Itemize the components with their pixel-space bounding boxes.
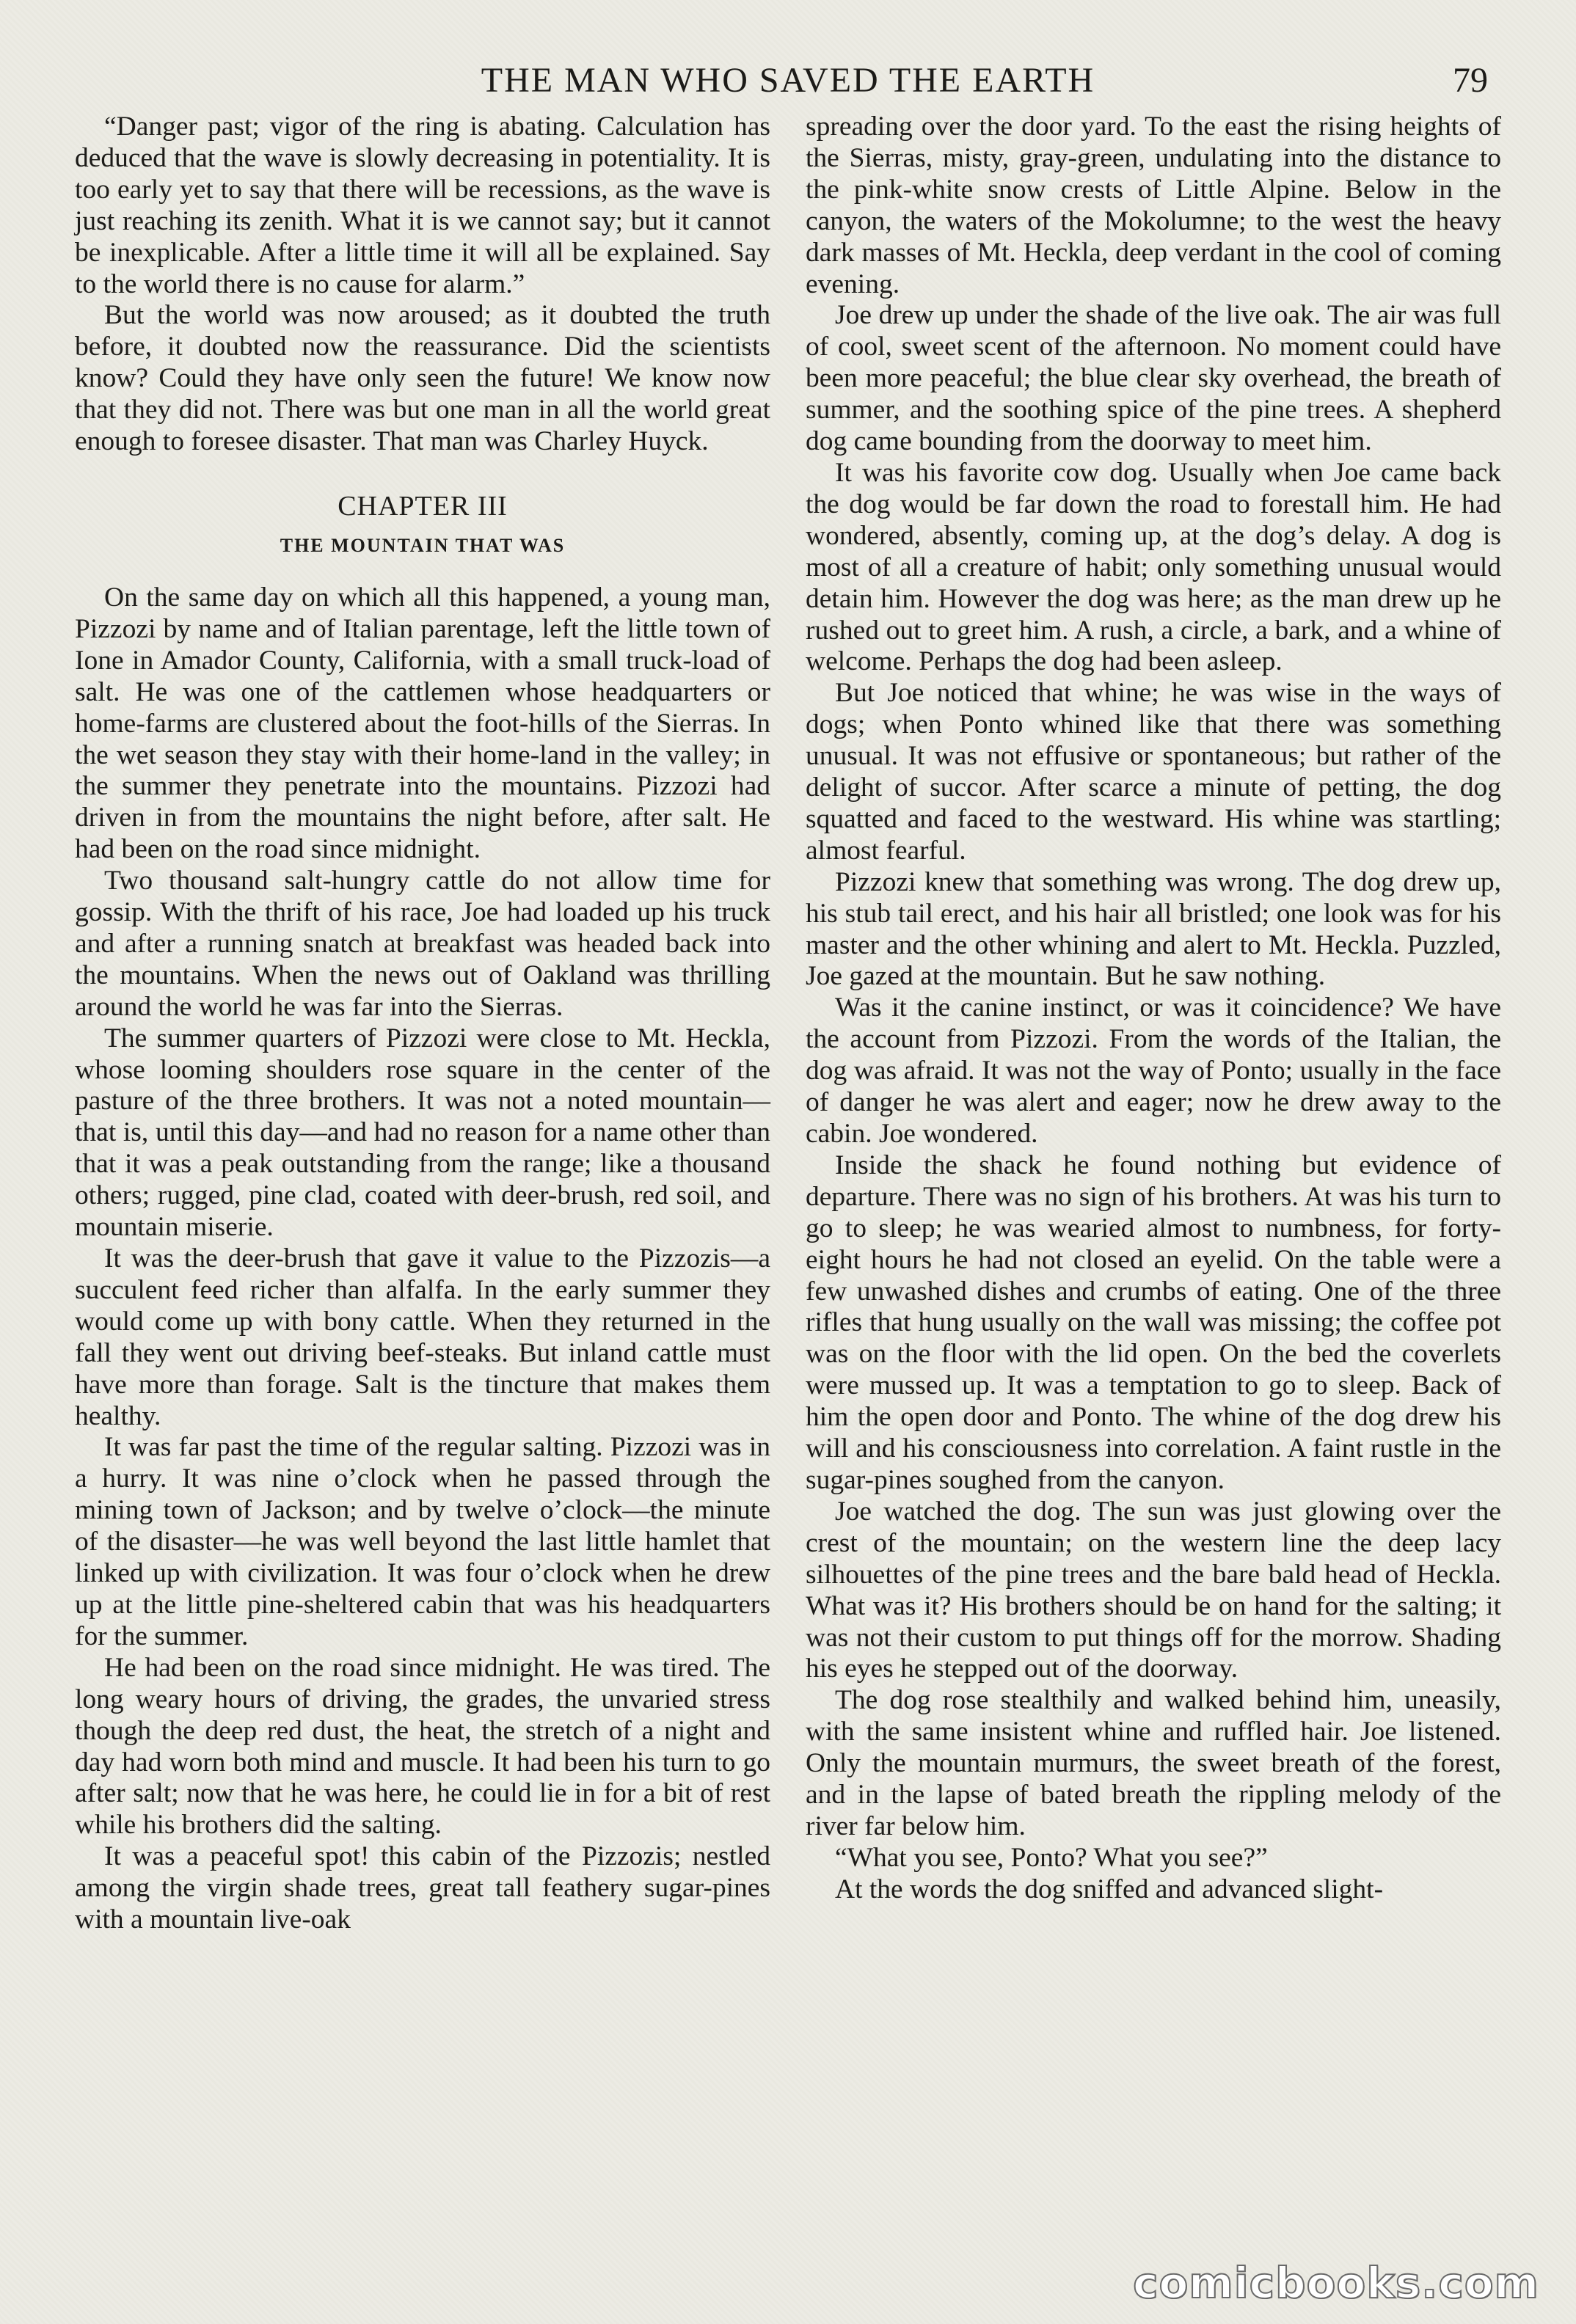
paragraph: Joe drew up under the shade of the live oak. The air was full of cool, sweet scent of the afternoon. No moment could have been more peaceful; the blue clear sky overhead, the breath of summer, and the soothing spice of the pine trees. A shepherd dog came bounding from the doorway to meet him.	[806, 300, 1501, 457]
page-number: 79	[1453, 61, 1488, 100]
paragraph: The dog rose stealthily and walked behind him, uneasily, with the same insistent whine and ruffled hair. Joe listened. Only the mountain murmurs, the sweet breath of the forest, and in the lapse of bated breath the rippling melody of the river far below him.	[806, 1685, 1501, 1841]
paragraph: “Danger past; vigor of the ring is abating. Calculation has deduced that the wave is slowly decreasing in potentiality. It is too early yet to say that there will be recessions, as the wave is just reaching its zenith. What it is we cannot say; but it cannot be inexplicable. After a little time it will all be explained. Say to the world there is no cause for alarm.”	[75, 112, 770, 299]
paragraph: It was the deer-brush that gave it value to the Pizzozis—a succulent feed richer than alfalfa. In the early summer they would come up with bony cattle. When they returned in the fall they went out driving beef-steaks. But inland cattle must have more than forage. Salt is the tincture that makes them healthy.	[75, 1243, 770, 1431]
paragraph: On the same day on which all this happened, a young man, Pizzozi by name and of Italian parentage, left the little town of Ione in Amador County, California, with a small truck-load of salt. He was one of the cattlemen whose headquarters or home-farms are clustered about the foot-hills of the Sierras. In the wet season they stay with their home-land in the valley; in the summer they penetrate into the mountains. Pizzozi had driven in from the mountains the night before, after salt. He had been on the road since midnight.	[75, 582, 770, 865]
right-column	[806, 112, 1501, 1906]
paragraph: It was a peaceful spot! this cabin of the Pizzozis; nestled among the virgin shade trees, great tall feathery sugar-pines with a mountain live-oak	[75, 1841, 770, 1935]
paragraph: At the words the dog sniffed and advanced slight-	[835, 1874, 1384, 1904]
running-title: THE MAN WHO SAVED THE EARTH	[481, 61, 1095, 100]
paragraph: The summer quarters of Pizzozi were close to Mt. Heckla, whose looming shoulders rose square in the center of the pasture of the three brothers. It was not a noted mountain—that is, until this day—and had no reason for a name other than that it was a peak outstanding from the range; like a thousand others; rugged, pine clad, coated with deer-brush, red soil, and mountain miserie.	[75, 1023, 770, 1243]
paragraph: Inside the shack he found nothing but evidence of departure. There was no sign of his brothers. At was his turn to go to sleep; he was wearied almost to numbness, for forty-eight hours he had not closed an eyelid. On the table were a few unwashed dishes and crumbs of eating. One of the three rifles that hung usually on the wall was missing; the coffee pot was on the floor with the lid open. On the bed the coverlets were mussed up. It was a temptation to go to sleep. Back of him the open door and Ponto. The whine of the dog drew his will and his consciousness into correlation. A faint rustle in the sugar-pines soughed from the canyon.	[806, 1150, 1501, 1495]
paragraph: Pizzozi knew that something was wrong. The dog drew up, his stub tail erect, and his hair all bristled; one look was for his master and the other whining and alert to Mt. Heckla. Puzzled, Joe gazed at the mountain. But he saw nothing.	[806, 866, 1501, 992]
paragraph: “What you see, Ponto? What you see?”	[835, 1842, 1268, 1873]
paragraph: It was his favorite cow dog. Usually when Joe came back the dog would be far down the road to forestall him. He had wondered, absently, coming up, at the dog’s delay. A dog is most of all a creature of habit; only something unusual would detain him. However the dog was here; as the man drew up he rushed out to greet him. A rush, a circle, a bark, and a whine of welcome. Perhaps the dog had been asleep.	[806, 457, 1501, 677]
paragraph: spreading over the door yard. To the east the rising heights of the Sierras, misty, gray-green, undulating into the distance to the pink-white snow crests of Little Alpine. Below in the canyon, the waters of the Mokolumne; to the west the heavy dark masses of Mt. Heckla, deep verdant in the cool of coming evening.	[806, 112, 1501, 299]
chapter-heading: CHAPTER III	[338, 490, 508, 522]
left-column	[75, 112, 770, 1936]
paragraph: He had been on the road since midnight. He was tired. The long weary hours of driving, the grades, the unvaried stress though the deep red dust, the heat, the stretch of a night and day had worn both mind and muscle. It had been his turn to go after salt; now that he was here, he could lie in for a bit of rest while his brothers did the salting.	[75, 1652, 770, 1841]
chapter-subtitle: THE MOUNTAIN THAT WAS	[280, 534, 566, 556]
paragraph: But Joe noticed that whine; he was wise in the ways of dogs; when Ponto whined like that there was something unusual. It was not effusive or spontaneous; but rather of the delight of succor. After scarce a minute of petting, the dog squatted and faced to the westward. His whine was startling; almost fearful.	[806, 678, 1501, 866]
paragraph: Two thousand salt-hungry cattle do not allow time for gossip. With the thrift of his race, Joe had loaded up his truck and after a running snatch at breakfast was headed back into the mountains. When the news out of Oakland was thrilling around the world he was far into the Sierras.	[75, 866, 770, 1022]
watermark: comicbooks.com	[1133, 2258, 1539, 2308]
page-header	[66, 51, 1510, 110]
paragraph: Was it the canine instinct, or was it coincidence? We have the account from Pizzozi. From the words of the Italian, the dog was afraid. It was not the way of Ponto; usually in the face of danger he was alert and eager; now he drew away to the cabin. Joe wondered.	[806, 993, 1501, 1149]
paragraph: Joe watched the dog. The sun was just glowing over the crest of the mountain; on the western line the deep lacy silhouettes of the pine trees and the bare bald head of Heckla. What was it? His brothers should be on hand for the salting; it was not their custom to put things off for the morrow. Shading his eyes he stepped out of the doorway.	[806, 1496, 1501, 1684]
paragraph: But the world was now aroused; as it doubted the truth before, it doubted now the reassurance. Did the scientists know? Could they have only seen the future! We know now that they did not. There was but one man in all the world great enough to foresee disaster. That man was Charley Huyck.	[75, 300, 770, 457]
paragraph: It was far past the time of the regular salting. Pizzozi was in a hurry. It was nine o’clock when he passed through the mining town of Jackson; and by twelve o’clock—the minute of the disaster—he was well beyond the last little hamlet that linked up with civilization. It was four o’clock when he drew up at the little pine-sheltered cabin that was his headquarters for the summer.	[75, 1432, 770, 1651]
